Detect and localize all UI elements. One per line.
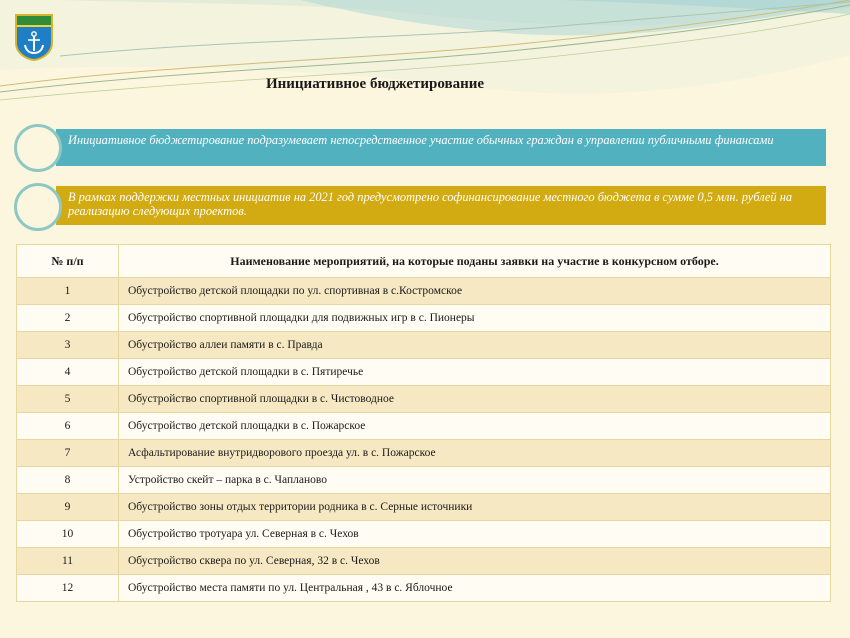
table-row — [17, 278, 831, 305]
row-number: 4 — [17, 359, 119, 386]
table-row — [17, 359, 831, 386]
bullet-circle-1 — [14, 124, 62, 172]
row-number: 1 — [17, 278, 119, 305]
row-number: 12 — [17, 575, 119, 602]
project-name: Обустройство тротуара ул. Северная в с. Чехов — [119, 521, 831, 548]
row-number: 2 — [17, 305, 119, 332]
project-name: Асфальтирование внутридворового проезда ул. в с. Пожарское — [119, 440, 831, 467]
row-number: 8 — [17, 467, 119, 494]
table-row — [17, 413, 831, 440]
table-row — [17, 305, 831, 332]
coat-of-arms-icon — [14, 13, 54, 61]
info-bar-participation: Инициативное бюджетирование подразумевает непосредственное участие обычных граждан в управлении публичными финансами — [56, 129, 826, 166]
table-row — [17, 332, 831, 359]
project-name: Обустройство аллеи памяти в с. Правда — [119, 332, 831, 359]
project-name: Обустройство спортивной площадки в с. Чистоводное — [119, 386, 831, 413]
row-number: 7 — [17, 440, 119, 467]
table-row — [17, 494, 831, 521]
row-number: 3 — [17, 332, 119, 359]
table-row — [17, 548, 831, 575]
project-name: Обустройство детской площадки в с. Пожарское — [119, 413, 831, 440]
project-name: Обустройство детской площадки в с. Пятиречье — [119, 359, 831, 386]
row-number: 10 — [17, 521, 119, 548]
project-name: Обустройство места памяти по ул. Центральная , 43 в с. Яблочное — [119, 575, 831, 602]
row-number: 11 — [17, 548, 119, 575]
row-number: 6 — [17, 413, 119, 440]
project-name: Обустройство сквера по ул. Северная, 32 в с. Чехов — [119, 548, 831, 575]
column-header-project-name: Наименование мероприятий, на которые поданы заявки на участие в конкурсном отборе. — [119, 245, 831, 278]
project-name: Устройство скейт – парка в с. Чапланово — [119, 467, 831, 494]
row-number: 9 — [17, 494, 119, 521]
project-name: Обустройство спортивной площадки для подвижных игр в с. Пионеры — [119, 305, 831, 332]
table-row — [17, 467, 831, 494]
project-name: Обустройство детской площадки по ул. спортивная в с.Костромское — [119, 278, 831, 305]
page-title: Инициативное бюджетирование — [265, 76, 485, 92]
bullet-circle-2 — [14, 183, 62, 231]
column-header-number: № п/п — [17, 245, 119, 278]
table-row — [17, 575, 831, 602]
table-row — [17, 440, 831, 467]
projects-table — [16, 244, 831, 602]
project-name: Обустройство зоны отдых территории родника в с. Серные источники — [119, 494, 831, 521]
row-number: 5 — [17, 386, 119, 413]
table-header-row — [17, 245, 831, 278]
info-bar-funding: В рамках поддержки местных инициатив на 2021 год предусмотрено софинансирование местного бюджета в сумме 0,5 млн. рублей на реализацию следующих проектов. — [56, 186, 826, 225]
table-row — [17, 521, 831, 548]
table-row — [17, 386, 831, 413]
